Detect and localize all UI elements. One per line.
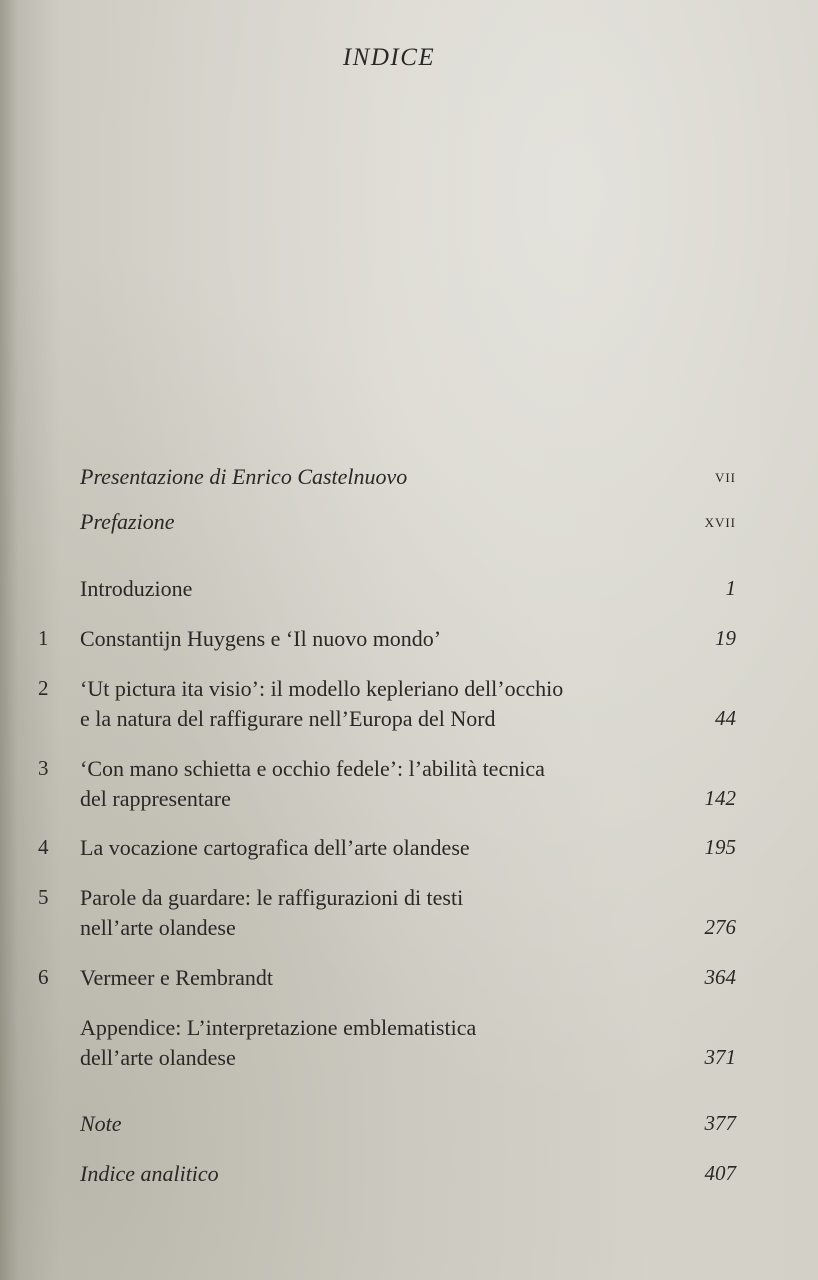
chapter-page: 44 [715,706,736,730]
chapter-number: 3 [38,756,49,780]
toc-entry-page: vii [714,466,736,487]
toc-entry-text: Note [80,1111,122,1136]
chapter-title [80,963,680,993]
chapter-page: 142 [704,786,736,810]
chapter-page: 19 [715,626,736,650]
appendix-page: 371 [704,1045,736,1069]
chapter-number: 2 [38,676,49,700]
toc-entry-page: 1 [725,576,736,600]
toc-entry-text: Introduzione [80,576,193,601]
toc-entry-text: Prefazione [80,509,175,534]
toc-entry-text: Presentazione di Enrico Castelnuovo [80,464,408,489]
chapter-title-line: ‘Ut pictura ita visio’: il modello kepleriano dell’occhio [80,676,564,701]
chapter-title [80,883,680,943]
chapter-title [80,754,680,814]
chapter-title [80,833,680,863]
appendix-title [80,1013,680,1073]
page-title: INDICE [342,44,436,71]
toc-entry-text: Indice analitico [80,1161,219,1186]
chapter-title [80,674,680,734]
chapter-number: 5 [38,885,49,909]
chapter-title-line: Parole da guardare: le raffigurazioni di testi [80,885,464,910]
chapter-number: 6 [38,965,49,989]
chapter-title-line: e la natura del raffigurare nell’Europa del Nord [80,706,496,731]
chapter-title-line: del rappresentare [80,786,231,811]
chapter-page: 364 [704,965,736,989]
chapter-title-line: ‘Con mano schietta e occhio fedele’: l’abilità tecnica [80,756,545,781]
toc-entry-page: 407 [704,1161,736,1185]
chapter-title-line: Constantijn Huygens e ‘Il nuovo mondo’ [80,626,442,651]
appendix-title-line: Appendice: L’interpretazione emblematistica [80,1015,477,1040]
chapter-number: 1 [38,626,49,650]
chapter-title-line: nell’arte olandese [80,915,236,940]
chapter-title [80,624,680,654]
appendix-title-line: dell’arte olandese [80,1045,236,1070]
chapter-title-line: Vermeer e Rembrandt [80,965,274,990]
chapter-page: 276 [704,915,736,939]
chapter-title-line: La vocazione cartografica dell’arte olandese [80,835,470,860]
toc-entry-page: xvii [704,511,736,532]
chapter-number: 4 [38,835,49,859]
toc-entry-page: 377 [704,1111,736,1135]
chapter-page: 195 [704,835,736,859]
